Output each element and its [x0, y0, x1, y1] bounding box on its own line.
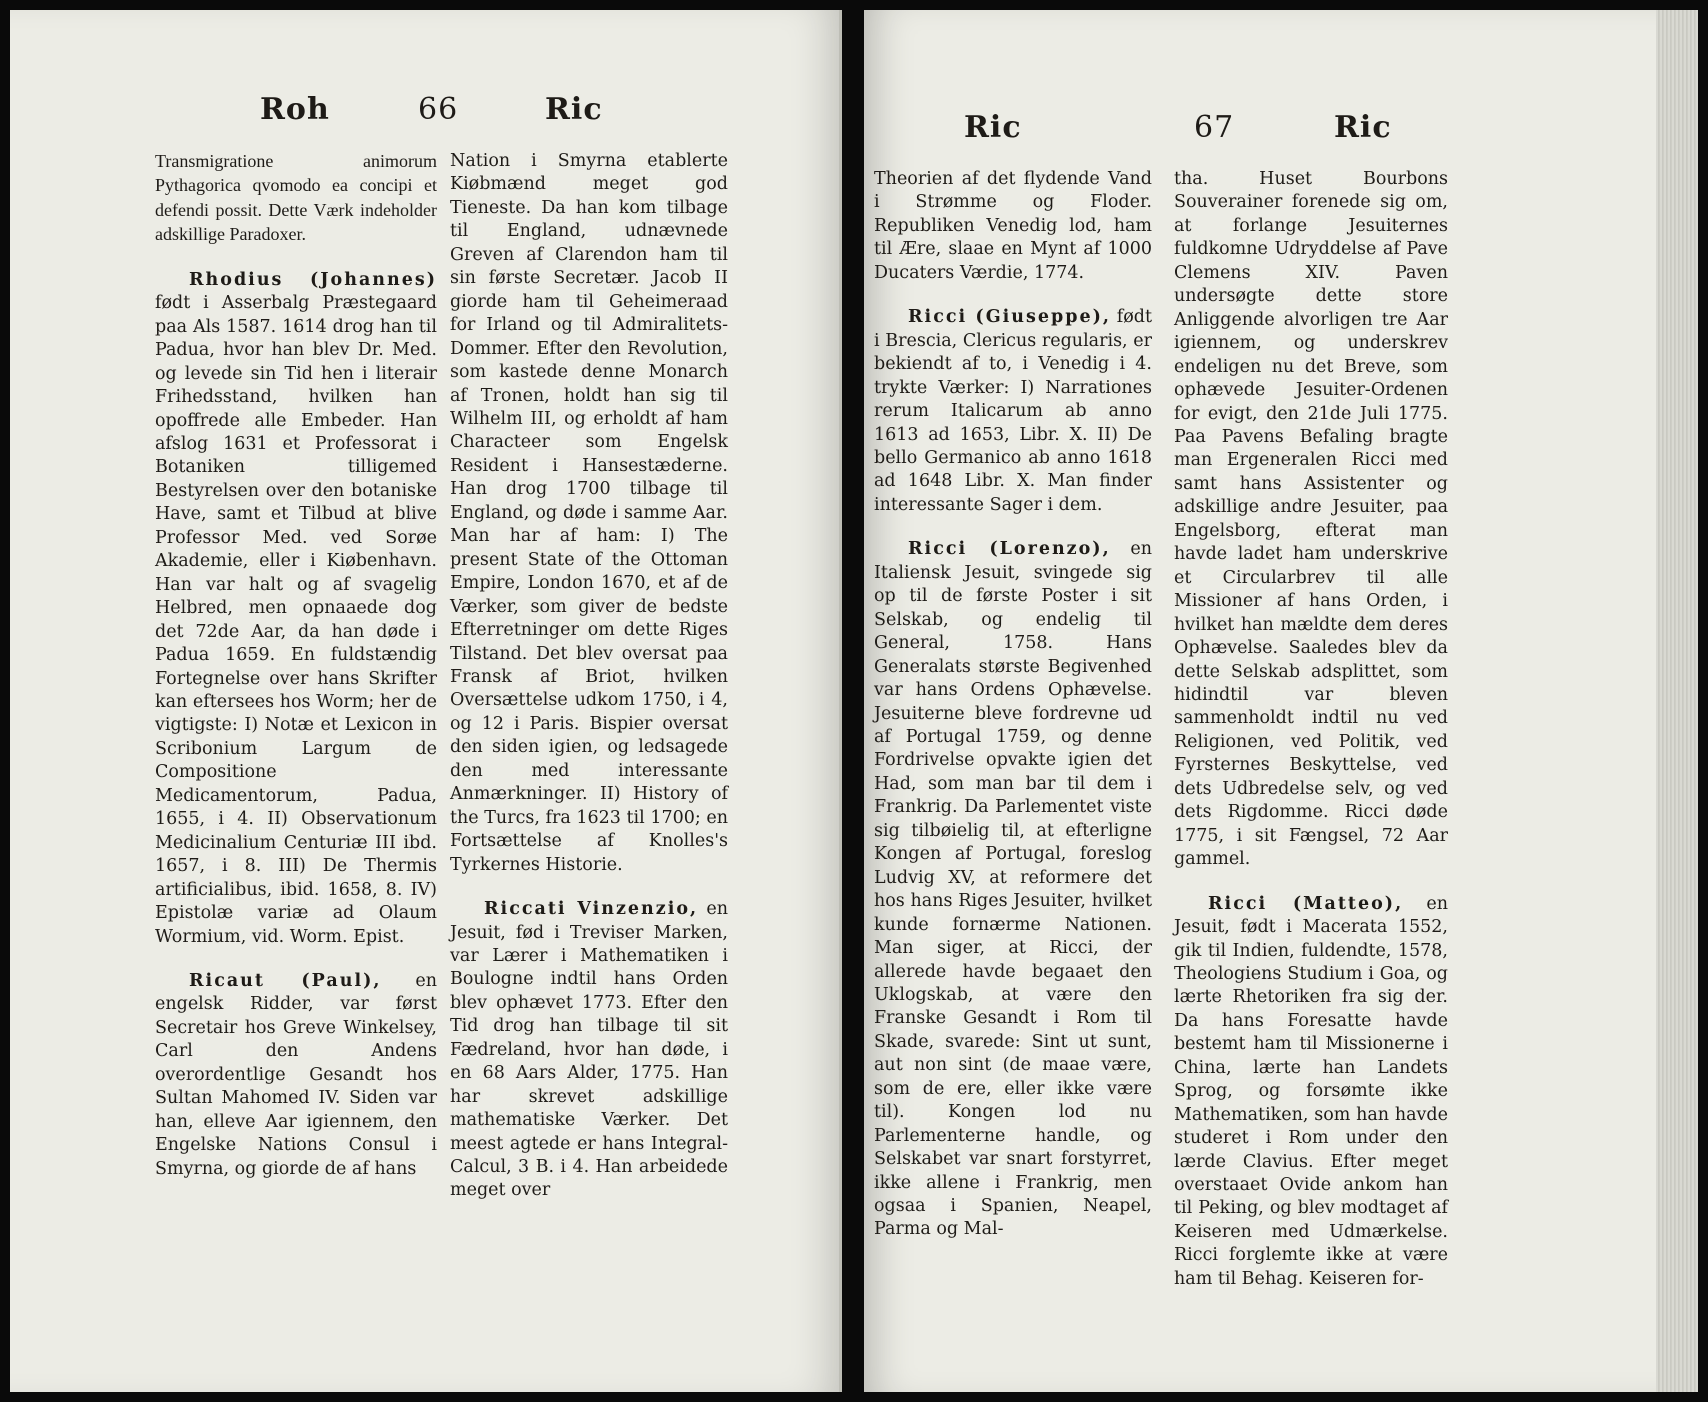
- left-page-column-2: [450, 150, 728, 1224]
- entry-heading: Ricci (Matteo),: [1208, 893, 1404, 914]
- entry-continuation: [155, 150, 437, 248]
- entry-continuation: [874, 168, 1152, 285]
- right-header-word-right: Ric: [1334, 110, 1392, 145]
- right-page: [864, 10, 1698, 1392]
- entry-ricaut: [155, 970, 437, 1181]
- entry-text: tha. Huset Bourbons Souverainer forenede sig om, at forlange Jesuiternes fuldkomne Udryddelse af Pave Clemens XIV. Paven undersøgte dette store Anliggende alvorligen tre Aar igiennem, og underskrev endeligen nu det Breve, som ophævede Jesuiter-Ordenen for evigt, den 21de Juli 1775. Paa Pavens Befaling bragte man Ergeneralen Ricci med samt hans Assistenter og adskillige andre Jesuiter, paa Engelsborg, efterat man havde ladet ham underskrive et Circularbrev til alle Missioner af hans Orden, i hvilket han mældte dem deres Ophævelse. Saaledes blev da dette Selskab adsplittet, som hidindtil var bleven sammenholdt indtil nu ved Religionen, ved Politik, ved Fyrsternes Beskyttelse, ved dets Udbredelse selv, og ved dets Rigdomme. Ricci døde 1775, i sit Fængsel, 72 Aar gammel.: [1174, 169, 1448, 870]
- entry-continuation: [450, 150, 728, 877]
- entry-heading: Rhodius (Johannes): [189, 269, 437, 290]
- left-page-column-1: [155, 150, 437, 1202]
- right-page-header: [864, 110, 1698, 160]
- entry-text: Theorien af det flydende Vand i Strømme og Floder. Republiken Venedig lod, ham til Ære, slaae en Mynt af 1000 Ducaters Værdie, 1774.: [874, 169, 1152, 283]
- right-page-column-2: [1174, 168, 1448, 1312]
- entry-text: Transmigratione animorum Pythagorica qvomodo ea concipi et defendi possit. Dette Værk indeholder adskillige Paradoxer.: [155, 151, 437, 245]
- page-stack-edge: [1656, 10, 1698, 1392]
- entry-rhodius: [155, 269, 437, 949]
- left-page-number: 66: [418, 92, 459, 127]
- entry-heading: Ricci (Giuseppe),: [908, 307, 1111, 328]
- right-page-column-1: [874, 168, 1152, 1263]
- entry-heading: Ricci (Lorenzo),: [908, 539, 1111, 560]
- left-page: [10, 10, 842, 1392]
- entry-riccati: [450, 898, 728, 1203]
- entry-text: en Jesuit, fød i Treviser Marken, var Lærer i Mathematiken i Boulogne indtil hans Orden blev ophævet 1773. Efter den Tid drog han tilbage til sit Fædreland, hvor han døde, i en 68 Aars Alder, 1775. Han har skrevet adskillige mathematiske Værker. Det meest agtede er hans Integral-Calcul, 3 B. i 4. Han arbeidede meget over: [450, 899, 728, 1201]
- entry-text: født i Asserbalg Præstegaard paa Als 1587. 1614 drog han til Padua, hvor han blev Dr. Med. og levede sin Tid hen i literair Frihedsstand, hvilken han opoffrede alle Embeder. Han afslog 1631 et Professorat i Botaniken tilligemed Bestyrelsen over den botaniske Have, samt et Tilbud at blive Professor Med. ved Sorøe Akademie, eller i Kiøbenhavn. Han var halt og af svagelig Helbred, men opnaaede dog det 72de Aar, da han døde i Padua 1659. En fuldstændig Fortegnelse over hans Skrifter kan eftersees hos Worm; her de vigtigste: I) Notæ et Lexicon in Scribonium Largum de Compositione Medicamentorum, Padua, 1655, i 4. II) Observationum Medicinalium Centuriæ III ibd. 1657, i 8. III) De Thermis artificialibus, ibid. 1658, 8. IV) Epistolæ variæ ad Olaum Wormium, vid. Worm. Epist.: [155, 293, 437, 947]
- entry-text: født i Brescia, Clericus regularis, er bekiendt af to, i Venedig i 4. trykte Værker: I) Narrationes rerum Italicarum ab anno 1613 ad 1653, Libr. X. II) De bello Germanico ab anno 1618 ad 1648 Libr. X. Man finder interessante Sager i dem.: [874, 307, 1152, 515]
- left-page-header: [10, 92, 839, 142]
- entry-text: en engelsk Ridder, var først Secretair hos Greve Winkelsey, Carl den Andens overordentlige Gesandt hos Sultan Mahomed IV. Siden var han, elleve Aar igiennem, den Engelske Nations Consul i Smyrna, og giorde de af hans: [155, 970, 437, 1179]
- entry-ricci-lorenzo: [874, 538, 1152, 1242]
- right-page-number: 67: [1194, 110, 1235, 145]
- entry-ricci-matteo: [1174, 893, 1448, 1292]
- left-header-word-right: Ric: [545, 92, 603, 127]
- entry-continuation: [1174, 168, 1448, 872]
- entry-heading: Ricaut (Paul),: [189, 970, 382, 991]
- right-header-word-left: Ric: [964, 110, 1022, 145]
- entry-text: Nation i Smyrna etablerte Kiøbmænd meget god Tieneste. Da han kom tilbage til England, udnævnede Greven af Clarendon ham til sin første Secretær. Jacob II giorde ham til Geheimeraad for Irland og til Admiralitets-Dommer. Efter den Revolution, som kastede denne Monarch af Tronen, holdt han sig til Wilhelm III, og erholdt af ham Characteer som Engelsk Resident i Hansestæderne. Han drog 1700 tilbage til England, og døde i samme Aar. Man har af ham: I) The present State of the Ottoman Empire, London 1670, et af de Værker, som giver de bedste Efterretninger om dette Riges Tilstand. Det blev oversat paa Fransk af Briot, hvilken Oversættelse udkom 1750, i 4, og 12 i Paris. Bispier oversat den siden igien, og ledsagede den med interessante Anmærkninger. II) History of the Turcs, fra 1623 til 1700; en Fortsættelse af Knolles's Tyrkernes Historie.: [450, 151, 728, 875]
- entry-heading: Riccati Vinzenzio,: [484, 899, 699, 920]
- entry-text: en Italiensk Jesuit, svingede sig op til de første Poster i sit Selskab, og endelig til General, 1758. Hans Generalats største Begivenhed var hans Ordens Ophævelse. Jesuiterne bleve fordrevne ud af Portugal 1759, og denne Fordrivelse opvakte igien det Had, som man bar til dem i Frankrig. Da Parlementet viste sig tilbøielig til, at efterligne Kongen af Portugal, foreslog Ludvig XV, at reformere det hos hans Riges Jesuiter, hvilket kunde fornærme Nationen. Man siger, at Ricci, der allerede havde begaaet den Uklogskab, at være den Franske Gesandt i Rom til Skade, svarede: Sint ut sunt, aut non sint (de maae være, som de ere, eller ikke være til). Kongen lod nu Parlementerne handle, og Selskabet var snart forstyrret, ikke allene i Frankrig, men ogsaa i Spanien, Neapel, Parma og Mal-: [874, 539, 1152, 1240]
- entry-ricci-giuseppe: [874, 306, 1152, 517]
- left-header-word-left: Roh: [260, 92, 330, 127]
- entry-text: en Jesuit, født i Macerata 1552, gik til Indien, fuldendte, 1578, Theologiens Studium i Goa, og lærte Rhetoriken fra sig der. Da hans Foresatte havde bestemt ham til Missionerne i China, lærte han Landets Sprog, og forsømte ikke Mathematiken, som han havde studeret i Rom under den lærde Clavius. Efter meget overstaaet Ovide ankom han til Peking, og blev modtaget af Keiseren med Udmærkelse. Ricci forglemte ikke at være ham til Behag. Keiseren for-: [1174, 893, 1448, 1289]
